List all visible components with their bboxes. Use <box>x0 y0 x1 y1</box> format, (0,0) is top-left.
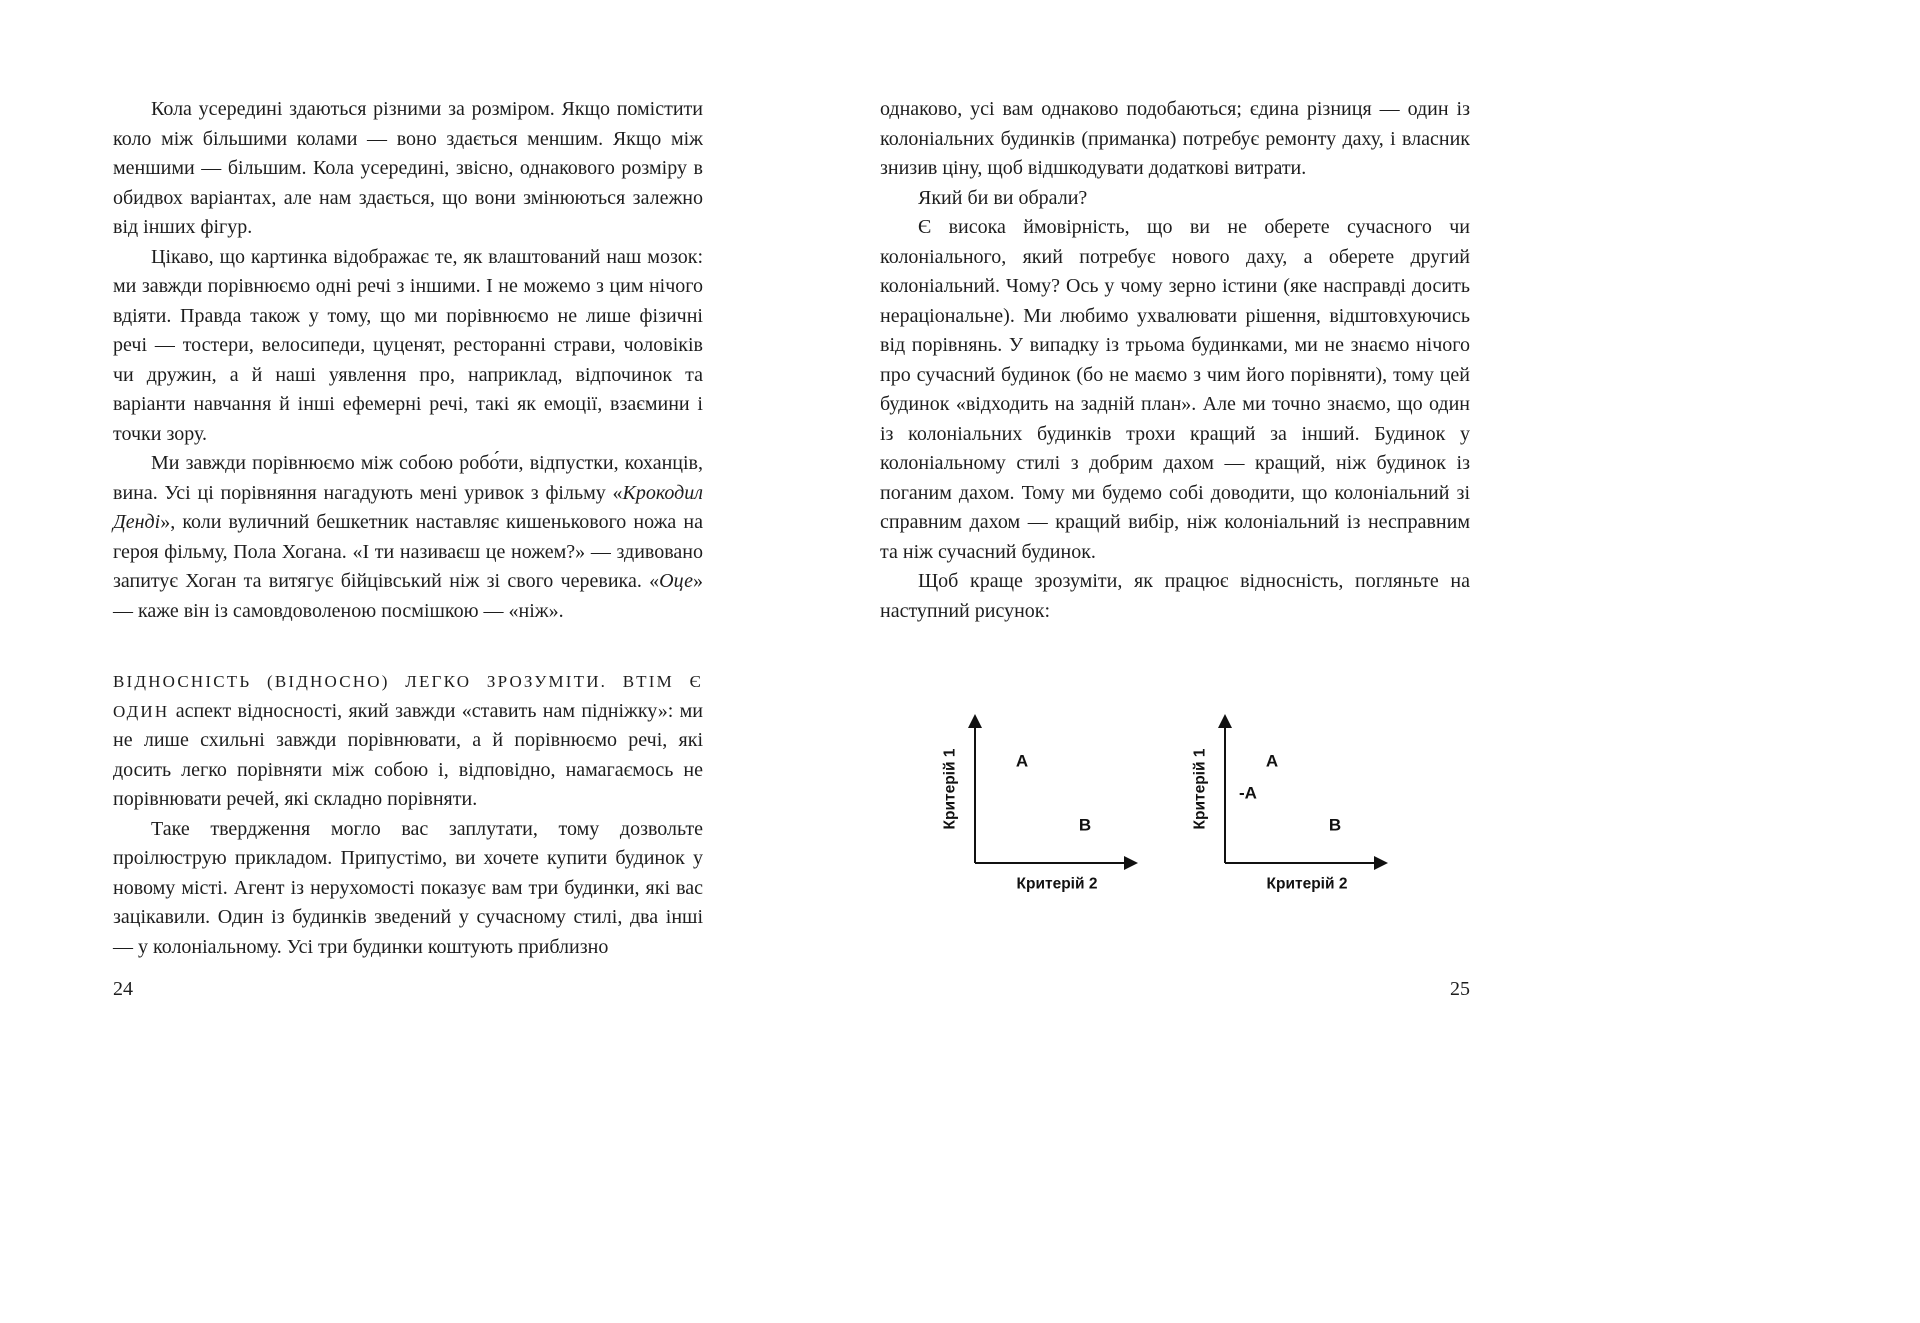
x-axis-label: Критерій 2 <box>1016 875 1098 893</box>
text-run: аспект відносності, який завжди «ставить нам підніжку»: ми не лише схильні завжди порівнювати, а й порівнюємо речі, які досить легко порівняти між собою і, відповідно, намагаємось не порівнювати речей, які складно порівняти. <box>113 699 703 810</box>
page-right-text-column <box>880 95 1470 893</box>
text-run: » — каже він із самовдоволеною посмішкою — «ніж». <box>113 570 703 622</box>
italic-word: Оце <box>659 570 693 592</box>
relativity-figure <box>880 703 1470 903</box>
point-label-b: B <box>1078 815 1092 835</box>
y-axis-label: Критерій 1 <box>1191 748 1209 830</box>
point-label-a: A <box>1015 751 1029 771</box>
paragraph-see-figure: Щоб краще зрозуміти, як працює відносність, погляньте на наступний рисунок: <box>880 570 1470 622</box>
paragraph-which-choose: Який би ви обрали? <box>918 186 1088 209</box>
text-run: », коли вуличний бешкетник наставляє кишенькового ножа на героя фільму, Пола Хогана. «І ти називаєш це ножем?» — здивовано запитує Хоган та витягує бійцівський ніж зі свого черевика. « <box>113 511 703 592</box>
axes-diagram-right <box>1185 703 1415 898</box>
small-caps-lead: ВІДНОСНІСТЬ (ВІДНОСНО) ЛЕГКО ЗРОЗУМІТИ. ВТІМ Є ОДИН <box>113 672 703 721</box>
axes-diagram-left <box>935 703 1165 898</box>
y-axis-label: Критерій 1 <box>941 748 959 830</box>
italic-film-title: Крокодил Денді <box>113 481 703 533</box>
paragraph-circles-illusion: Кола усередині здаються різними за розміром. Якщо помістити коло між більшими колами — воно здається меншим. Якщо між меншими — більшим. Кола усередині, звісно, однакового розміру в обидвох варіантах, але нам здається, що вони змінюються залежно від інших фігур. <box>113 98 703 238</box>
page-number-left: 24 <box>113 978 133 1000</box>
page-number-right: 25 <box>1450 978 1470 1000</box>
paragraph-crocodile-dundee <box>113 449 703 626</box>
paragraph-decoy-explanation: Є висока ймовірність, що ви не оберете сучасного чи колоніального, який потребує нового даху, а оберете другий колоніальний. Чому? Ось у чому зерно істини (яке насправді досить нераціональне). Ми любимо ухвалювати рішення, відштовхуючись від порівнянь. У випадку із трьома будинками, ми не знаємо нічого про сучасний будинок (бо не маємо з чим його порівняти), тому цей будинок «відходить на задній план». Але ми точно знаємо, що один із колоніальних будинків трохи кращий за інший. Будинок у колоніальному стилі з добрим дахом — кращий, ніж будинок із поганим дахом. Тому ми будемо собі доводити, що колоніальний зі справним дахом — кращий вибір, ніж колоніальний із несправним та ніж сучасний будинок. <box>880 216 1470 563</box>
point-label-minus-a: -A <box>1239 783 1257 803</box>
page-left-text-column <box>113 95 703 962</box>
section-opening-paragraph <box>113 667 703 815</box>
text-run: Ми завжди порівнюємо між собою робо́ти, відпустки, коханців, вина. Усі ці порівняння нагадують мені уривок з фільму « <box>113 452 703 504</box>
paragraph-houses-continued: однаково, усі вам однаково подобаються; єдина різниця — один із колоніальних будинків (приманка) потребує ремонту даху, і власник знизив ціну, щоб відшкодувати додаткові витрати. <box>880 98 1470 179</box>
point-label-b: B <box>1328 815 1342 835</box>
paragraph-house-example: Таке твердження могло вас заплутати, тому дозвольте проілюструю прикладом. Припустімо, ви хочете купити будинок у новому місті. Агент із нерухомості показує вам три будинки, які вас зацікавили. Один із будинків зведений у сучасному стилі, два інші — у колоніальному. Усі три будинки коштують приблизно <box>113 817 703 958</box>
point-label-a: A <box>1265 751 1279 771</box>
x-axis-label: Критерій 2 <box>1266 875 1348 893</box>
paragraph-brain-comparison: Цікаво, що картинка відображає те, як влаштований наш мозок: ми завжди порівнюємо одні речі з іншими. І не можемо з цим нічого вдіяти. Правда також у тому, що ми порівнюємо не лише фізичні речі — тостери, велосипеди, цуценят, ресторанні страви, чоловіків чи дружин, а й наші уявлення про, наприклад, відпочинок та варіанти навчання й інші ефемерні речі, такі як емоції, взаємини і точки зору. <box>113 245 703 445</box>
